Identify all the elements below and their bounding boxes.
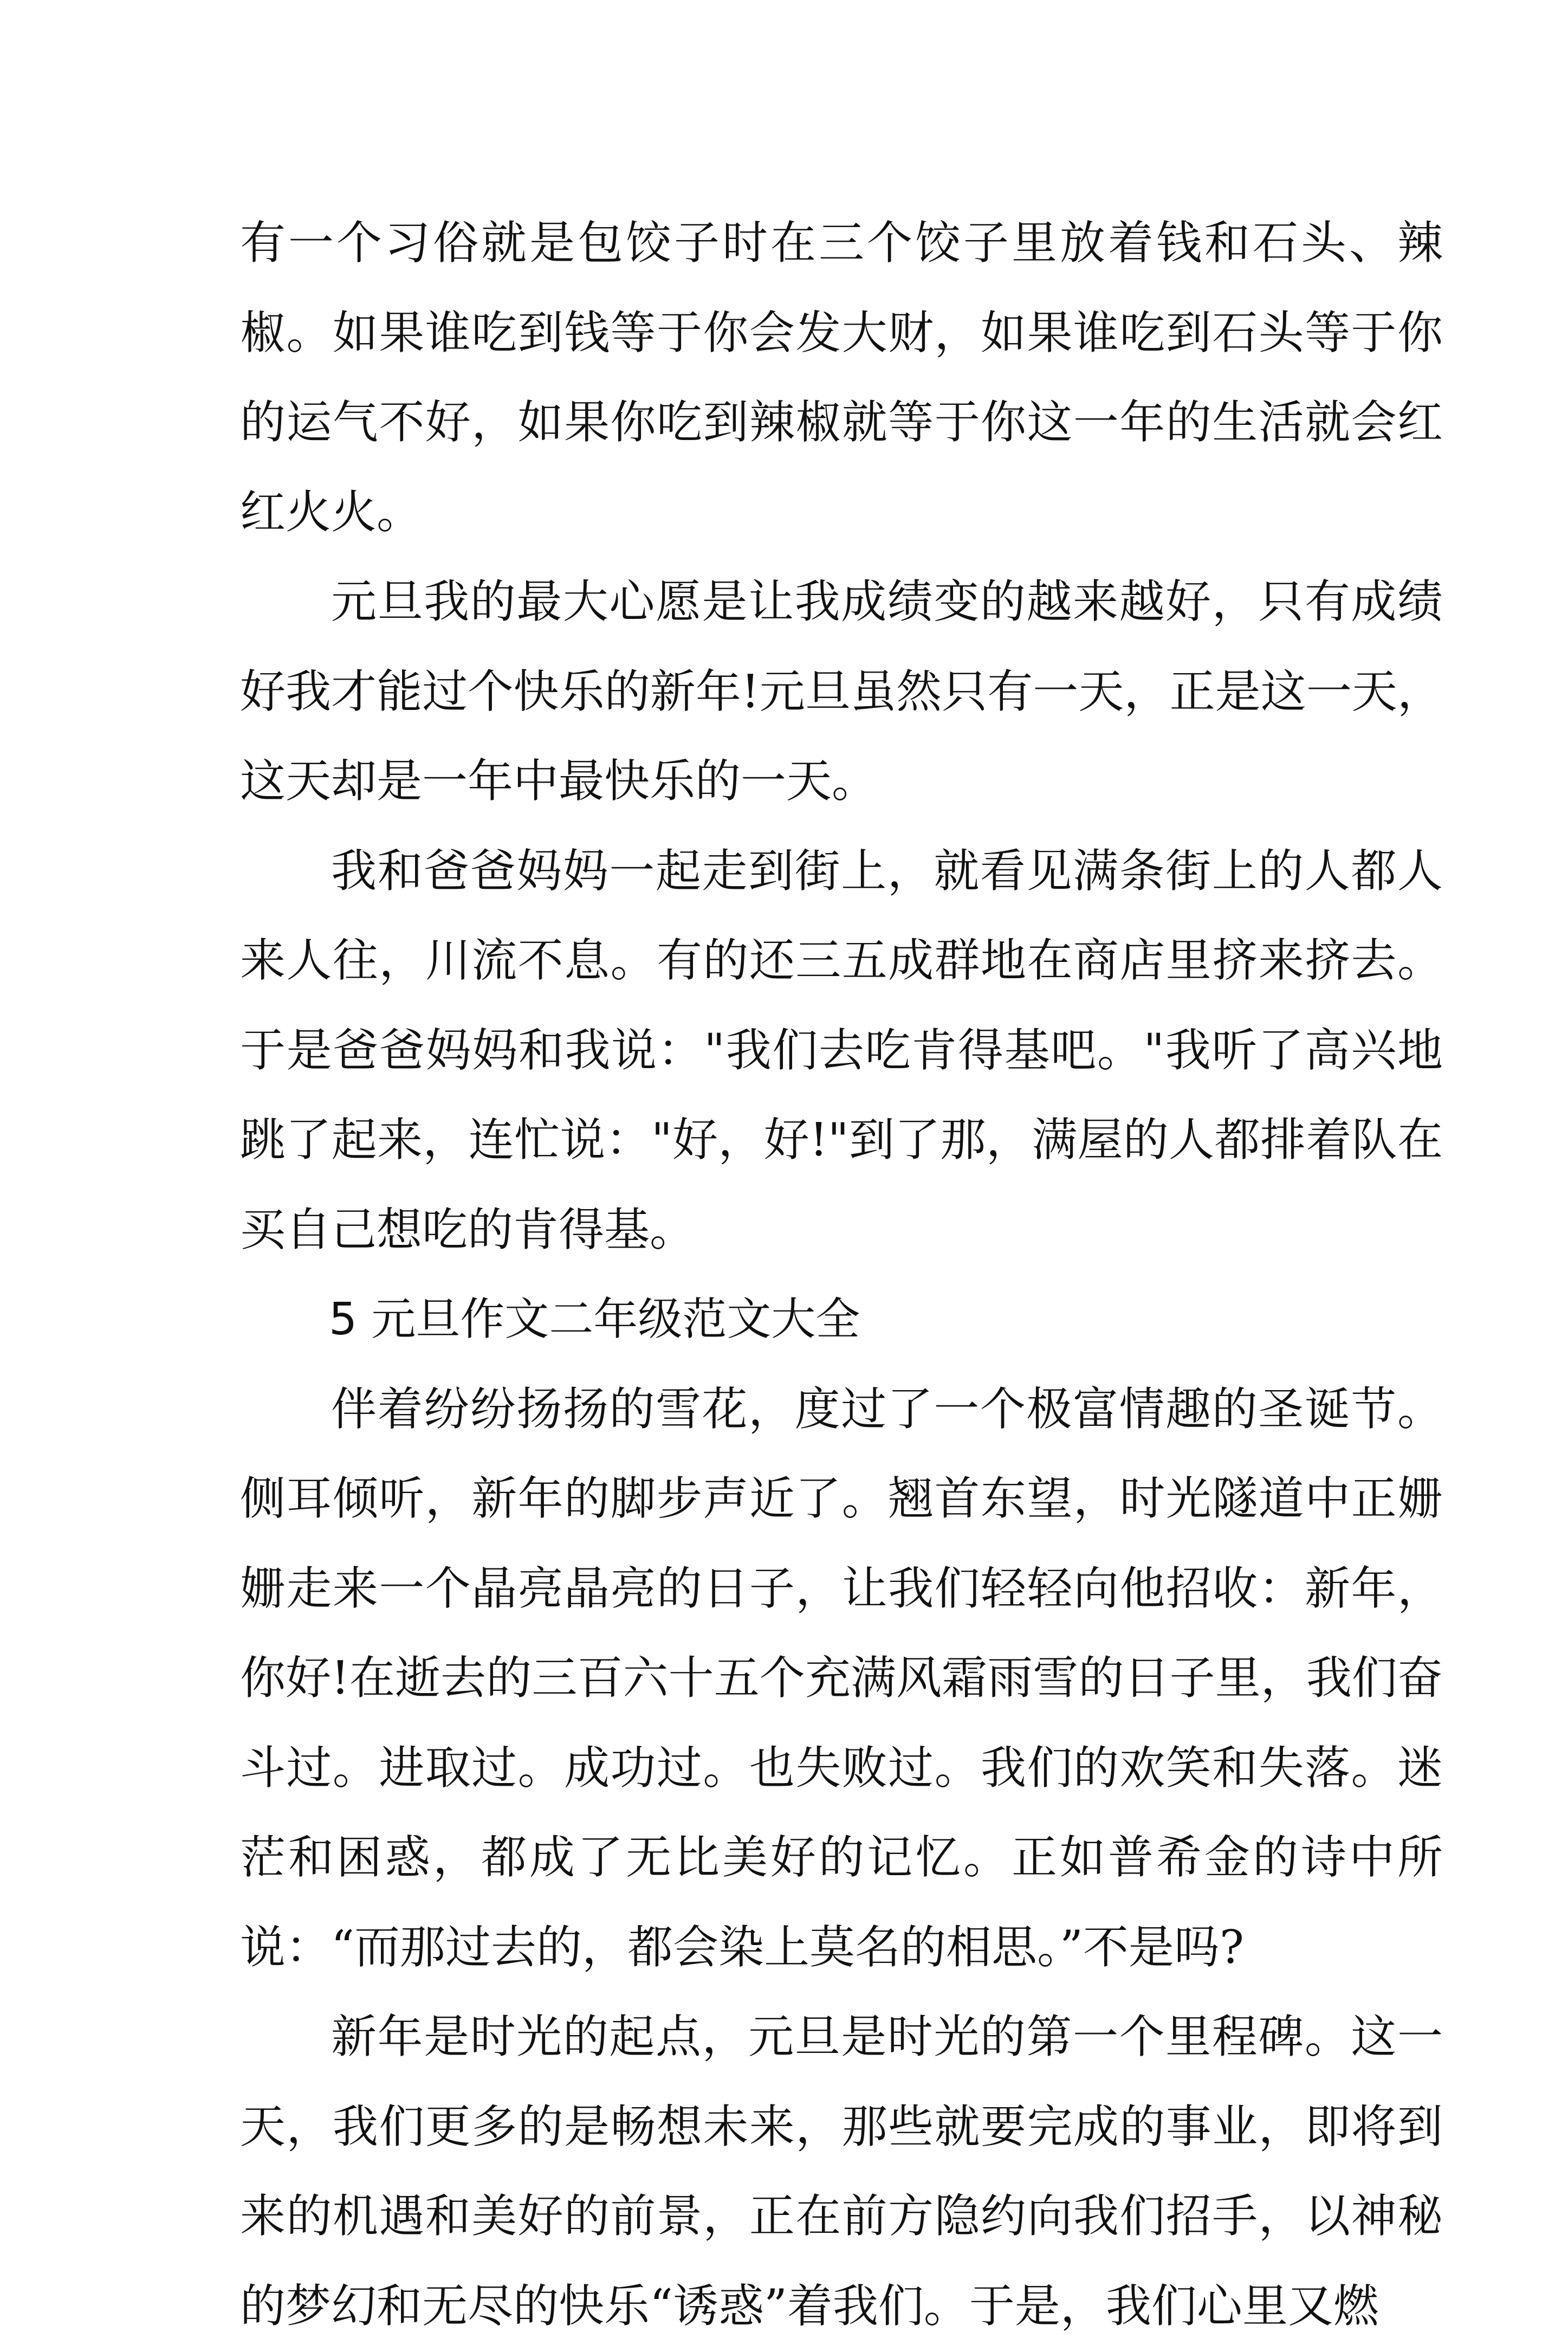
paragraph-new-year-wish: 元旦我的最大心愿是让我成绩变的越来越好，只有成绩好我才能过个快乐的新年!元旦虽然只有一天，正是这一天，这天却是一年中最快乐的一天。 [240, 575, 1443, 808]
paragraph-dumpling-custom: 有一个习俗就是包饺子时在三个饺子里放着钱和石头、辣椒。如果谁吃到钱等于你会发大财，如果谁吃到石头等于你的运气不好，如果你吃到辣椒就等于你这一年的生活就会红红火火。 [240, 216, 1443, 539]
paragraph-snow-christmas: 伴着纷纷扬扬的雪花，度过了一个极富情趣的圣诞节。侧耳倾听，新年的脚步声近了。翘首东望，时光隧道中正姗姗走来一个晶亮晶亮的日子，让我们轻轻向他招收：新年，你好!在逝去的三百六十五个充满风霜雨雪的日子里，我们奋斗过。进取过。成功过。也失败过。我们的欢笑和失落。迷茫和困惑，都成了无比美好的记忆。正如普希金的诗中所说：“而那过去的，都会染上莫名的相思。”不是吗? [240, 1382, 1443, 1974]
document-body [240, 198, 1443, 2351]
paragraph-street-kfc: 我和爸爸妈妈一起走到街上，就看见满条街上的人都人来人往，川流不息。有的还三五成群地在商店里挤来挤去。于是爸爸妈妈和我说："我们去吃肯得基吧。"我听了高兴地跳了起来，连忙说："好，好!"到了那，满屋的人都排着队在买自己想吃的肯得基。 [240, 844, 1443, 1256]
paragraph-time-milestone: 新年是时光的起点，元旦是时光的第一个里程碑。这一天，我们更多的是畅想未来，那些就要完成的事业，即将到来的机遇和美好的前景，正在前方隐约向我们招手，以神秘的梦幻和无尽的快乐“诱惑”着我们。于是，我们心里又燃 [240, 2010, 1443, 2333]
section-heading: 5 元旦作文二年级范文大全 [329, 1294, 860, 1345]
